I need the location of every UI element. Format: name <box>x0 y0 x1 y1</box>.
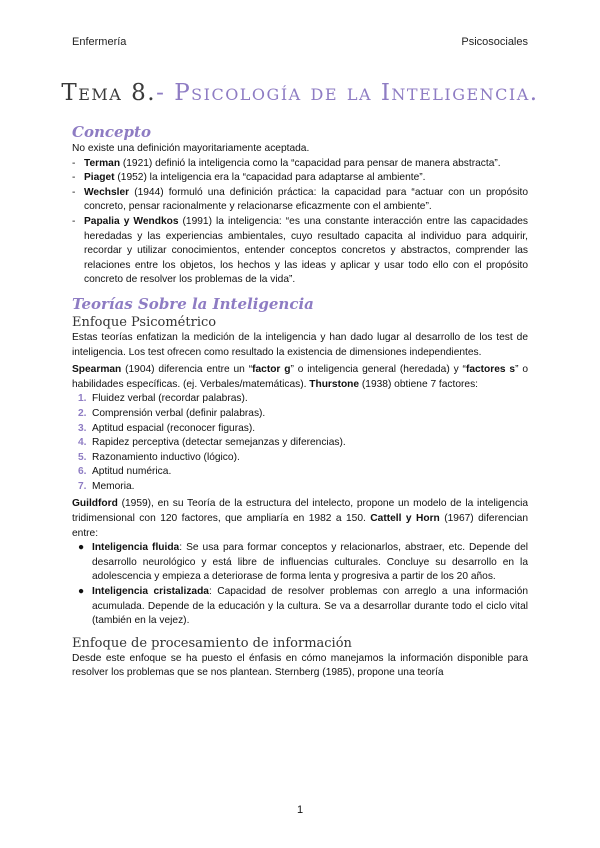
list-text: Rapidez perceptiva (detectar semejanzas y diferencias). <box>92 437 346 449</box>
spearman-paragraph <box>72 363 528 392</box>
author-name: Cattell y Horn <box>370 513 440 525</box>
definition-item <box>72 186 528 215</box>
psicometrico-intro: Estas teorías enfatizan la medición de la inteligencia y han dado lugar al desarrollo de los test de inteligencia. Los test ofrecen como resultado la existencia de dimensiones independientes. <box>72 331 528 358</box>
definition-text: (1952) la inteligencia era la “capacidad para adaptarse al ambiente”. <box>114 172 426 184</box>
bullet-icon: ● <box>78 586 85 598</box>
definition-text: (1991) la inteligencia: “es una constante interacción entre las capacidades heredadas y las experiencias ambientales, cuyo resultado capacita al individuo para adquirir, recordar y utilizar conocimientos, entender conceptos concretos y abstractos, comprender las relaciones entre los objetos, los hechos y las ideas y aplicar y usar todo ello con el propósito concreto de resolver los problemas de la vida”. <box>84 215 528 286</box>
list-number: 7. <box>78 480 87 492</box>
author-name: Thurstone <box>309 378 360 390</box>
guildford-paragraph <box>72 497 528 541</box>
list-item <box>72 407 528 422</box>
header-subject: Enfermería <box>72 36 127 48</box>
list-number: 2. <box>78 407 87 419</box>
list-text: Comprensión verbal (definir palabras). <box>92 407 266 419</box>
list-number: 4. <box>78 437 87 449</box>
document-body <box>72 122 528 681</box>
list-text: Aptitud numérica. <box>92 466 172 478</box>
key-term: Inteligencia fluida <box>92 542 180 554</box>
paragraph-text: (1967) diferencian entre: <box>72 513 528 539</box>
page-header <box>72 36 528 48</box>
title-topic-name: - Psicología de la Inteligencia. <box>156 80 539 106</box>
section-heading-concepto: Concepto <box>72 123 151 141</box>
concepto-intro: No existe una definición mayoritariamente aceptada. <box>72 143 310 154</box>
list-number: 5. <box>78 451 87 463</box>
list-text: : Capacidad de resolver problemas con arreglo a una información acumulada. Depende de la educación y la cultura. Se va a desarrollar durante todo el ciclo vital (también en la vejez). <box>92 586 529 627</box>
author-name: Wechsler <box>84 186 130 198</box>
page-number: 1 <box>296 804 304 816</box>
definition-item <box>72 171 528 186</box>
list-number: 3. <box>78 422 87 434</box>
list-item <box>72 465 528 480</box>
dash-marker: - <box>72 172 76 184</box>
list-number: 1. <box>78 393 87 405</box>
paragraph-text: (1959), en su Teoría de la estructura del intelecto, propone un modelo de la inteligencia tridimensional con 120 factores, que ampliaría en 1982 a 150. <box>72 498 528 525</box>
author-name: Guildford <box>72 498 118 510</box>
header-course: Psicosociales <box>461 36 528 48</box>
procesamiento-paragraph: Desde este enfoque se ha puesto el énfasis en cómo manejamos la información disponible para resolver los problemas que se nos plantean. Sternberg (1985), propone una teoría <box>72 652 528 679</box>
definition-item <box>72 157 528 172</box>
list-item <box>72 392 528 407</box>
list-item <box>72 541 528 585</box>
dash-marker: - <box>72 157 76 169</box>
list-text: : Se usa para formar conceptos y relacionarlos, abstraer, etc. Depende del desarrollo neurológico y está libre de influencias culturales. Concluye su desarrollo en la adolescencia y empieza a deteriorase de forma lenta y progresiva a partir de los 20 años. <box>92 542 529 583</box>
paragraph-text: ” o habilidades específicas. (ej. Verbales/matemáticas). <box>72 364 529 390</box>
subsection-heading-procesamiento: Enfoque de procesamiento de información <box>72 635 352 651</box>
list-item <box>72 451 528 466</box>
intelligence-types-list <box>72 541 528 629</box>
paragraph-text: (1904) diferencia entre un “ <box>121 364 253 376</box>
key-term: factores s <box>465 364 516 376</box>
author-name: Papalia y Wendkos <box>84 215 179 227</box>
list-text: Fluidez verbal (recordar palabras). <box>92 393 248 405</box>
definition-text: (1921) definió la inteligencia como la “capacidad para pensar de manera abstracta”. <box>120 157 501 169</box>
factors-list <box>72 392 528 494</box>
author-name: Piaget <box>84 172 115 184</box>
page-title <box>0 80 600 106</box>
paragraph-text: (1938) obtiene 7 factores: <box>359 378 479 390</box>
subsection-heading-psicometrico: Enfoque Psicométrico <box>72 314 217 330</box>
bullet-icon: ● <box>78 542 85 554</box>
list-item <box>72 585 528 629</box>
key-term: factor g <box>252 364 291 376</box>
title-topic-number: Tema 8. <box>61 80 157 106</box>
definition-text: (1944) formuló una definición práctica: la capacidad para “actuar con un propósito concreto, pensar racionalmente y relacionarse eficazmente con el ambiente”. <box>84 186 528 213</box>
list-item <box>72 422 528 437</box>
paragraph-text: ” o inteligencia general (heredada) y “ <box>290 364 466 376</box>
author-name: Spearman <box>72 364 122 376</box>
list-item <box>72 480 528 495</box>
list-item <box>72 436 528 451</box>
dash-marker: - <box>72 186 76 198</box>
author-name: Terman <box>84 157 121 169</box>
list-number: 6. <box>78 466 87 478</box>
list-text: Memoria. <box>92 480 135 492</box>
list-text: Aptitud espacial (reconocer figuras). <box>92 422 256 434</box>
key-term: Inteligencia cristalizada <box>92 586 209 598</box>
definition-item <box>72 215 528 288</box>
list-text: Razonamiento inductivo (lógico). <box>92 451 240 463</box>
section-heading-teorias: Teorías Sobre la Inteligencia <box>72 294 314 313</box>
dash-marker: - <box>72 215 76 227</box>
